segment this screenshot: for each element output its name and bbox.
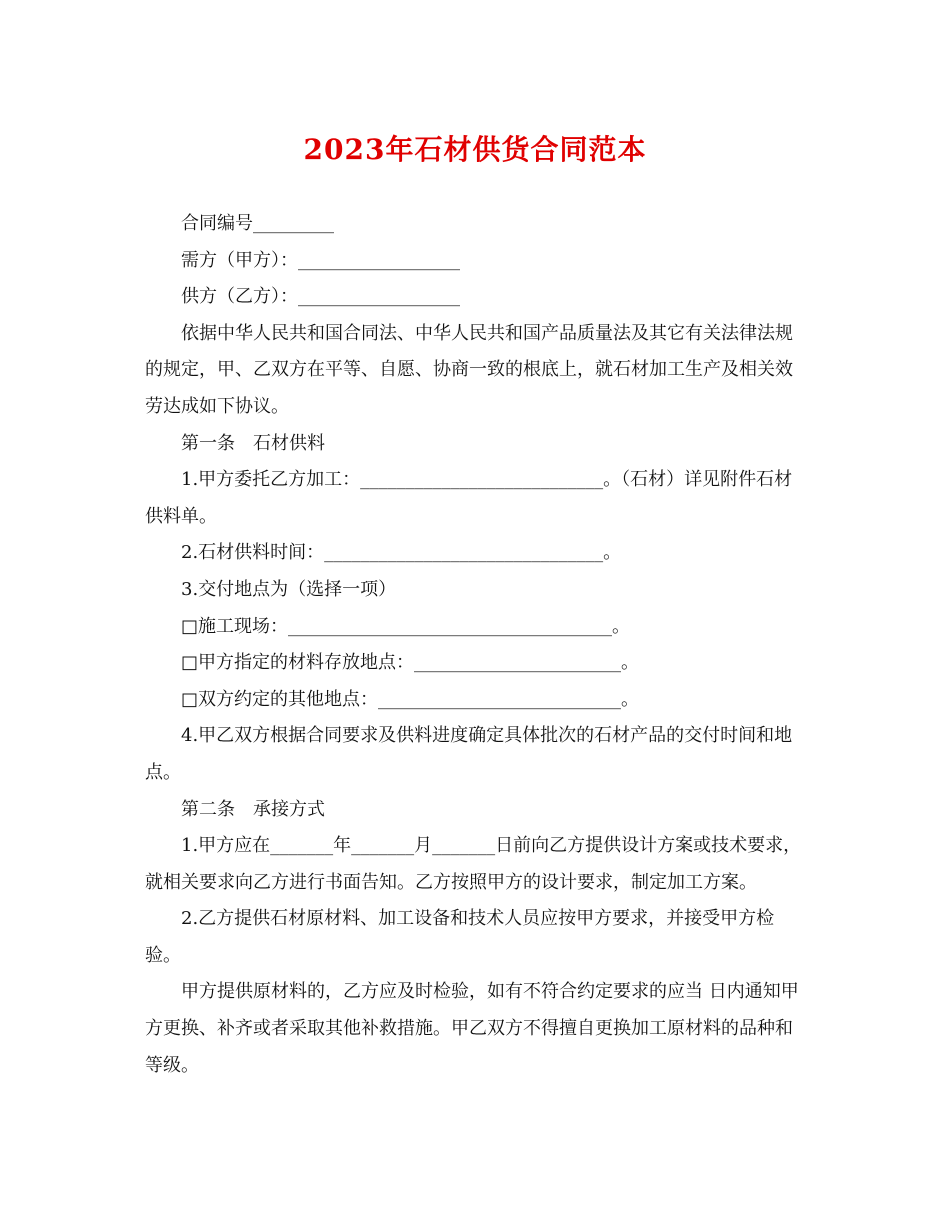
article-1-option-1: □施工现场：____________________________________。	[181, 615, 631, 637]
article-1-item-1: 1.甲方委托乙方加工：___________________________。（石材）详见附件石材供料单。	[145, 469, 793, 527]
article-1-item-3: 3.交付地点为（选择一项）	[181, 578, 397, 600]
article-2-heading: 第二条 承接方式	[181, 798, 325, 820]
article-2-item-2: 2.乙方提供石材原材料、加工设备和技术人员应按甲方要求，并接受甲方检验。	[145, 908, 775, 966]
contract-number-line: 合同编号_________	[181, 213, 334, 234]
document-title: 2023年石材供货合同范本	[303, 133, 647, 166]
party-a-line: 需方（甲方）：__________________	[181, 249, 460, 271]
article-2-item-1: 1.甲方应在_______年_______月_______日前向乙方提供设计方案或技术要求，就相关要求向乙方进行书面告知。乙方按照甲方的设计要求，制定加工方案。	[145, 835, 802, 893]
article-2-paragraph-3: 甲方提供原材料的，乙方应及时检验，如有不符合约定要求的应当 日内通知甲方更换、补齐或者采取其他补救措施。甲乙双方不得擅自更换加工原材料的品种和等级。	[145, 981, 799, 1076]
article-1-item-2: 2.石材供料时间：_______________________________。	[181, 542, 622, 564]
article-1-option-2: □甲方指定的材料存放地点：_______________________。	[181, 652, 640, 674]
article-1-option-3: □双方约定的其他地点：___________________________。	[181, 688, 640, 710]
party-b-line: 供方（乙方）：__________________	[181, 286, 460, 308]
article-1-heading: 第一条 石材供料	[181, 432, 325, 454]
article-1-item-4: 4.甲乙双方根据合同要求及供料进度确定具体批次的石材产品的交付时间和地点。	[145, 725, 793, 783]
intro-paragraph: 依据中华人民共和国合同法、中华人民共和国产品质量法及其它有关法律法规的规定，甲、乙双方在平等、自愿、协商一致的根底上，就石材加工生产及相关效劳达成如下协议。	[145, 322, 793, 417]
document-body	[145, 206, 805, 1084]
